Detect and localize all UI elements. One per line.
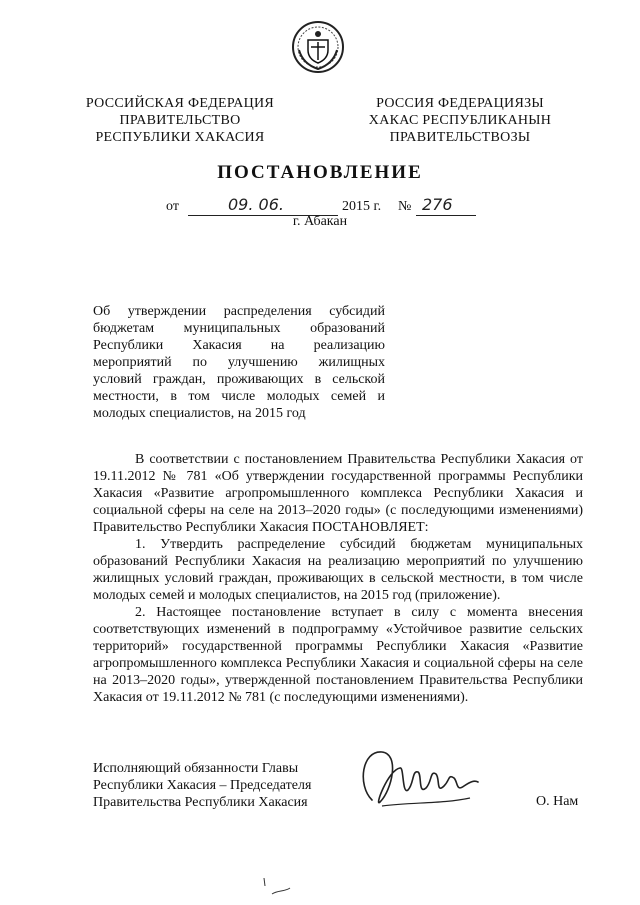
signatory-line: Правительства Республики Хакасия	[93, 795, 308, 810]
header-right-line: РОССИЯ ФЕДЕРАЦИЯЗЫ	[376, 96, 544, 111]
document-subject: Об утверждении распределения субсидий бюджетам муниципальных образований Республики Хакасия на реализацию мероприятий по улучшению жилищных условий граждан, проживающих в сельской местности, в том числе молодых семей и молодых специалистов, на 2015 год	[93, 304, 385, 421]
handwritten-number: 276	[422, 195, 453, 214]
header-right-line: ХАКАС РЕСПУБЛИКАНЫН	[368, 113, 552, 128]
document-title: ПОСТАНОВЛЕНИЕ	[217, 162, 423, 183]
header-left-line: ПРАВИТЕЛЬСТВО	[119, 113, 241, 128]
signatory-position	[93, 760, 353, 811]
header-left-line: РЕСПУБЛИКИ ХАКАСИЯ	[95, 130, 265, 145]
pen-mark	[258, 876, 298, 898]
signatory-name: О. Нам	[536, 794, 579, 809]
header-left-line: РОССИЙСКАЯ ФЕДЕРАЦИЯ	[85, 96, 275, 111]
header-left	[80, 95, 280, 146]
coat-of-arms-icon	[291, 20, 345, 74]
body-item-1: 1. Утвердить распределение субсидий бюджетам муниципальных образований Республики Хакасия на реализацию мероприятий по улучшению жилищных условий граждан, проживающих в сельской местности, в том числе молодых семей и молодых специалистов, на 2015 год (приложение).	[93, 537, 583, 603]
header-right-line: ПРАВИТЕЛЬСТВОЗЫ	[389, 130, 531, 145]
body-item-2: 2. Настоящее постановление вступает в силу с момента внесения соответствующих изменений в подпрограмму «Устойчивое развитие сельских территорий» государственной программы Республики Хакасия «Развитие агропромышленного комплекса Республики Хакасия и социальной сферы на селе на 2013–2020 годы», утвержденной постановлением Правительства Республики Хакасия от 19.11.2012 № 781 (с последующими изменениями).	[93, 605, 583, 705]
signatory-line: Исполняющий обязанности Главы	[93, 761, 299, 776]
handwritten-signature	[352, 740, 482, 815]
document-body	[93, 451, 583, 706]
from-label: от	[166, 199, 179, 214]
signatory-line: Республики Хакасия – Председателя	[93, 778, 312, 793]
number-label: №	[398, 199, 412, 214]
year-label: 2015 г.	[342, 199, 382, 214]
city: г. Абакан	[292, 214, 348, 229]
header-right	[360, 95, 560, 146]
body-intro: В соответствии с постановлением Правительства Республики Хакасия от 19.11.2012 № 781 «Об утверждении государственной программы Республики Хакасия «Развитие агропромышленного комплекса Республики Хакасия и социальной сферы на селе на 2013–2020 годы» (с последующими изменениями) Правительство Республики Хакасия ПОСТАНОВЛЯЕТ:	[93, 452, 583, 535]
handwritten-date: 09. 06.	[228, 195, 284, 214]
